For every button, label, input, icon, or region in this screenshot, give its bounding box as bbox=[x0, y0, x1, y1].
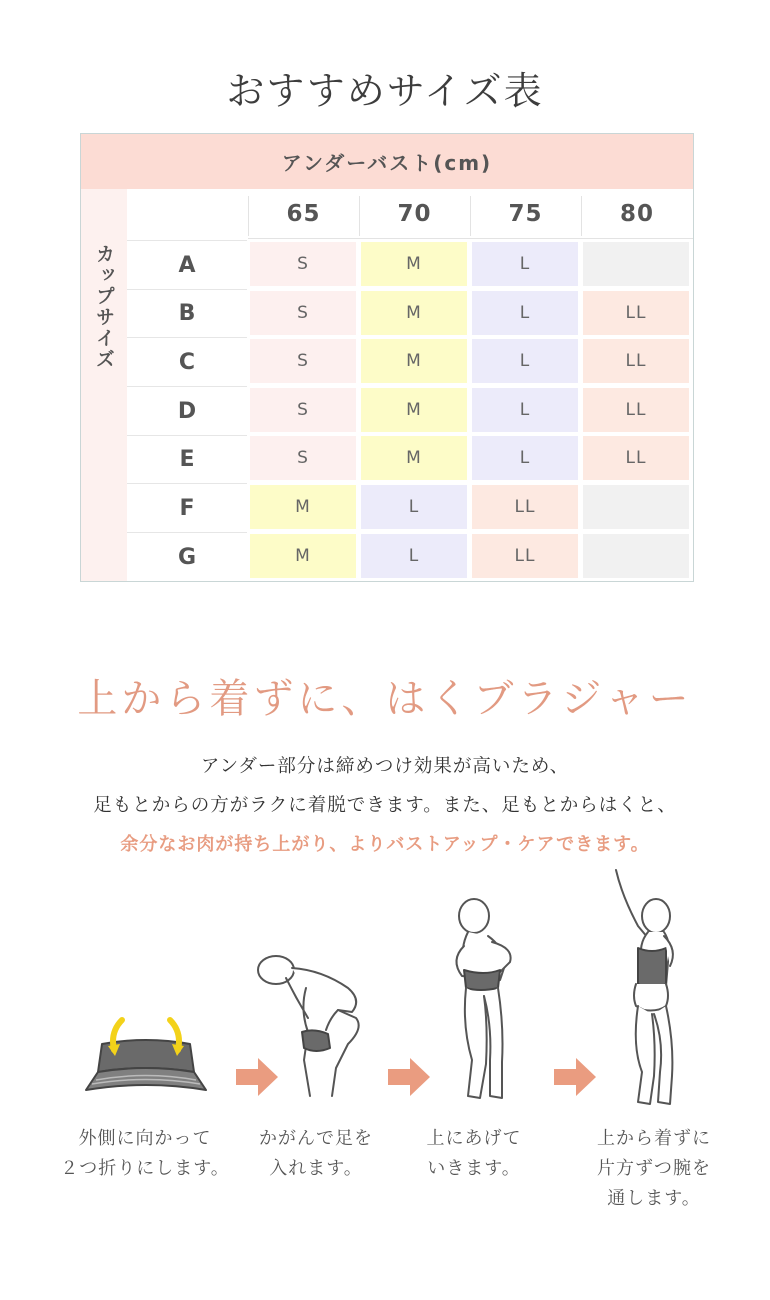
step-caption-line: かがんで足を bbox=[259, 1128, 373, 1149]
pulling-up-figure-icon bbox=[440, 896, 532, 1104]
step-caption-line: 入れます。 bbox=[269, 1158, 363, 1179]
description-line: アンダー部分は締めつけ効果が高いため、 bbox=[200, 756, 570, 777]
column-divider bbox=[470, 196, 471, 236]
size-cell: M bbox=[250, 534, 356, 578]
size-cell: L bbox=[472, 242, 578, 286]
size-cell: S bbox=[250, 388, 356, 432]
feature-headline: 上から着ずに、はくブラジャー bbox=[77, 676, 693, 722]
step-caption bbox=[572, 1124, 736, 1214]
row-header-cup-b: B bbox=[127, 289, 247, 337]
size-cell: LL bbox=[583, 291, 689, 335]
step-caption-line: 片方ずつ腕を bbox=[597, 1158, 711, 1179]
arrow-right-icon bbox=[552, 1054, 598, 1100]
size-cell: M bbox=[361, 242, 467, 286]
step-caption-line: 上にあげて bbox=[426, 1128, 522, 1149]
size-cell: S bbox=[250, 242, 356, 286]
step-caption-line: 外側に向かって bbox=[78, 1128, 212, 1149]
size-cell: S bbox=[250, 291, 356, 335]
row-header-cup-c: C bbox=[127, 337, 247, 386]
row-header-cup-g: G bbox=[127, 532, 247, 581]
step-caption-line: ２つ折りにします。 bbox=[60, 1158, 230, 1179]
size-cell: LL bbox=[583, 388, 689, 432]
description-line: 足もとからの方がラクに着脱できます。また、足もとからはくと、 bbox=[93, 795, 677, 816]
size-cell: LL bbox=[583, 436, 689, 480]
step-caption-line: 上から着ずに bbox=[597, 1128, 711, 1149]
size-cell: M bbox=[361, 436, 467, 480]
column-header: 80 bbox=[581, 189, 693, 239]
arm-through-figure-icon bbox=[608, 866, 688, 1106]
size-cell: L bbox=[472, 388, 578, 432]
size-chart-title: おすすめサイズ表 bbox=[226, 69, 544, 113]
row-header-cup-d: D bbox=[127, 386, 247, 435]
size-cell: L bbox=[472, 436, 578, 480]
step-caption bbox=[396, 1124, 552, 1184]
size-chart-table bbox=[80, 133, 694, 582]
size-cell: LL bbox=[583, 339, 689, 383]
size-cell: M bbox=[250, 485, 356, 529]
size-cell: M bbox=[361, 291, 467, 335]
size-cell: M bbox=[361, 339, 467, 383]
size-cell-empty bbox=[583, 534, 689, 578]
column-header: 65 bbox=[248, 189, 359, 239]
arrow-right-icon bbox=[234, 1054, 280, 1100]
size-cell: L bbox=[472, 291, 578, 335]
size-cell: L bbox=[361, 534, 467, 578]
under-bust-header: アンダーバスト(cm) bbox=[81, 134, 693, 189]
column-divider bbox=[581, 196, 582, 236]
size-cell-empty bbox=[583, 485, 689, 529]
step-caption-line: いきます。 bbox=[427, 1158, 521, 1179]
size-cell: M bbox=[361, 388, 467, 432]
column-divider bbox=[248, 196, 249, 236]
size-cell: L bbox=[472, 339, 578, 383]
size-cell: S bbox=[250, 339, 356, 383]
size-cell: LL bbox=[472, 485, 578, 529]
folded-bra-icon bbox=[82, 1014, 210, 1098]
size-cell: S bbox=[250, 436, 356, 480]
arrow-right-icon bbox=[386, 1054, 432, 1100]
column-header: 70 bbox=[359, 189, 470, 239]
row-header-cup-f: F bbox=[127, 483, 247, 532]
size-cell: L bbox=[361, 485, 467, 529]
cup-size-label: カップサイズ bbox=[93, 244, 115, 370]
column-divider bbox=[359, 196, 360, 236]
step-caption bbox=[236, 1124, 396, 1184]
step-caption bbox=[50, 1124, 240, 1184]
size-cell: LL bbox=[472, 534, 578, 578]
size-cell-empty bbox=[583, 242, 689, 286]
column-header: 75 bbox=[470, 189, 581, 239]
description-highlight-line: 余分なお肉が持ち上がり、よりバストアップ・ケアできます。 bbox=[120, 834, 650, 855]
step-caption-line: 通します。 bbox=[607, 1188, 701, 1209]
row-header-cup-e: E bbox=[127, 435, 247, 483]
row-header-cup-a: A bbox=[127, 240, 247, 289]
